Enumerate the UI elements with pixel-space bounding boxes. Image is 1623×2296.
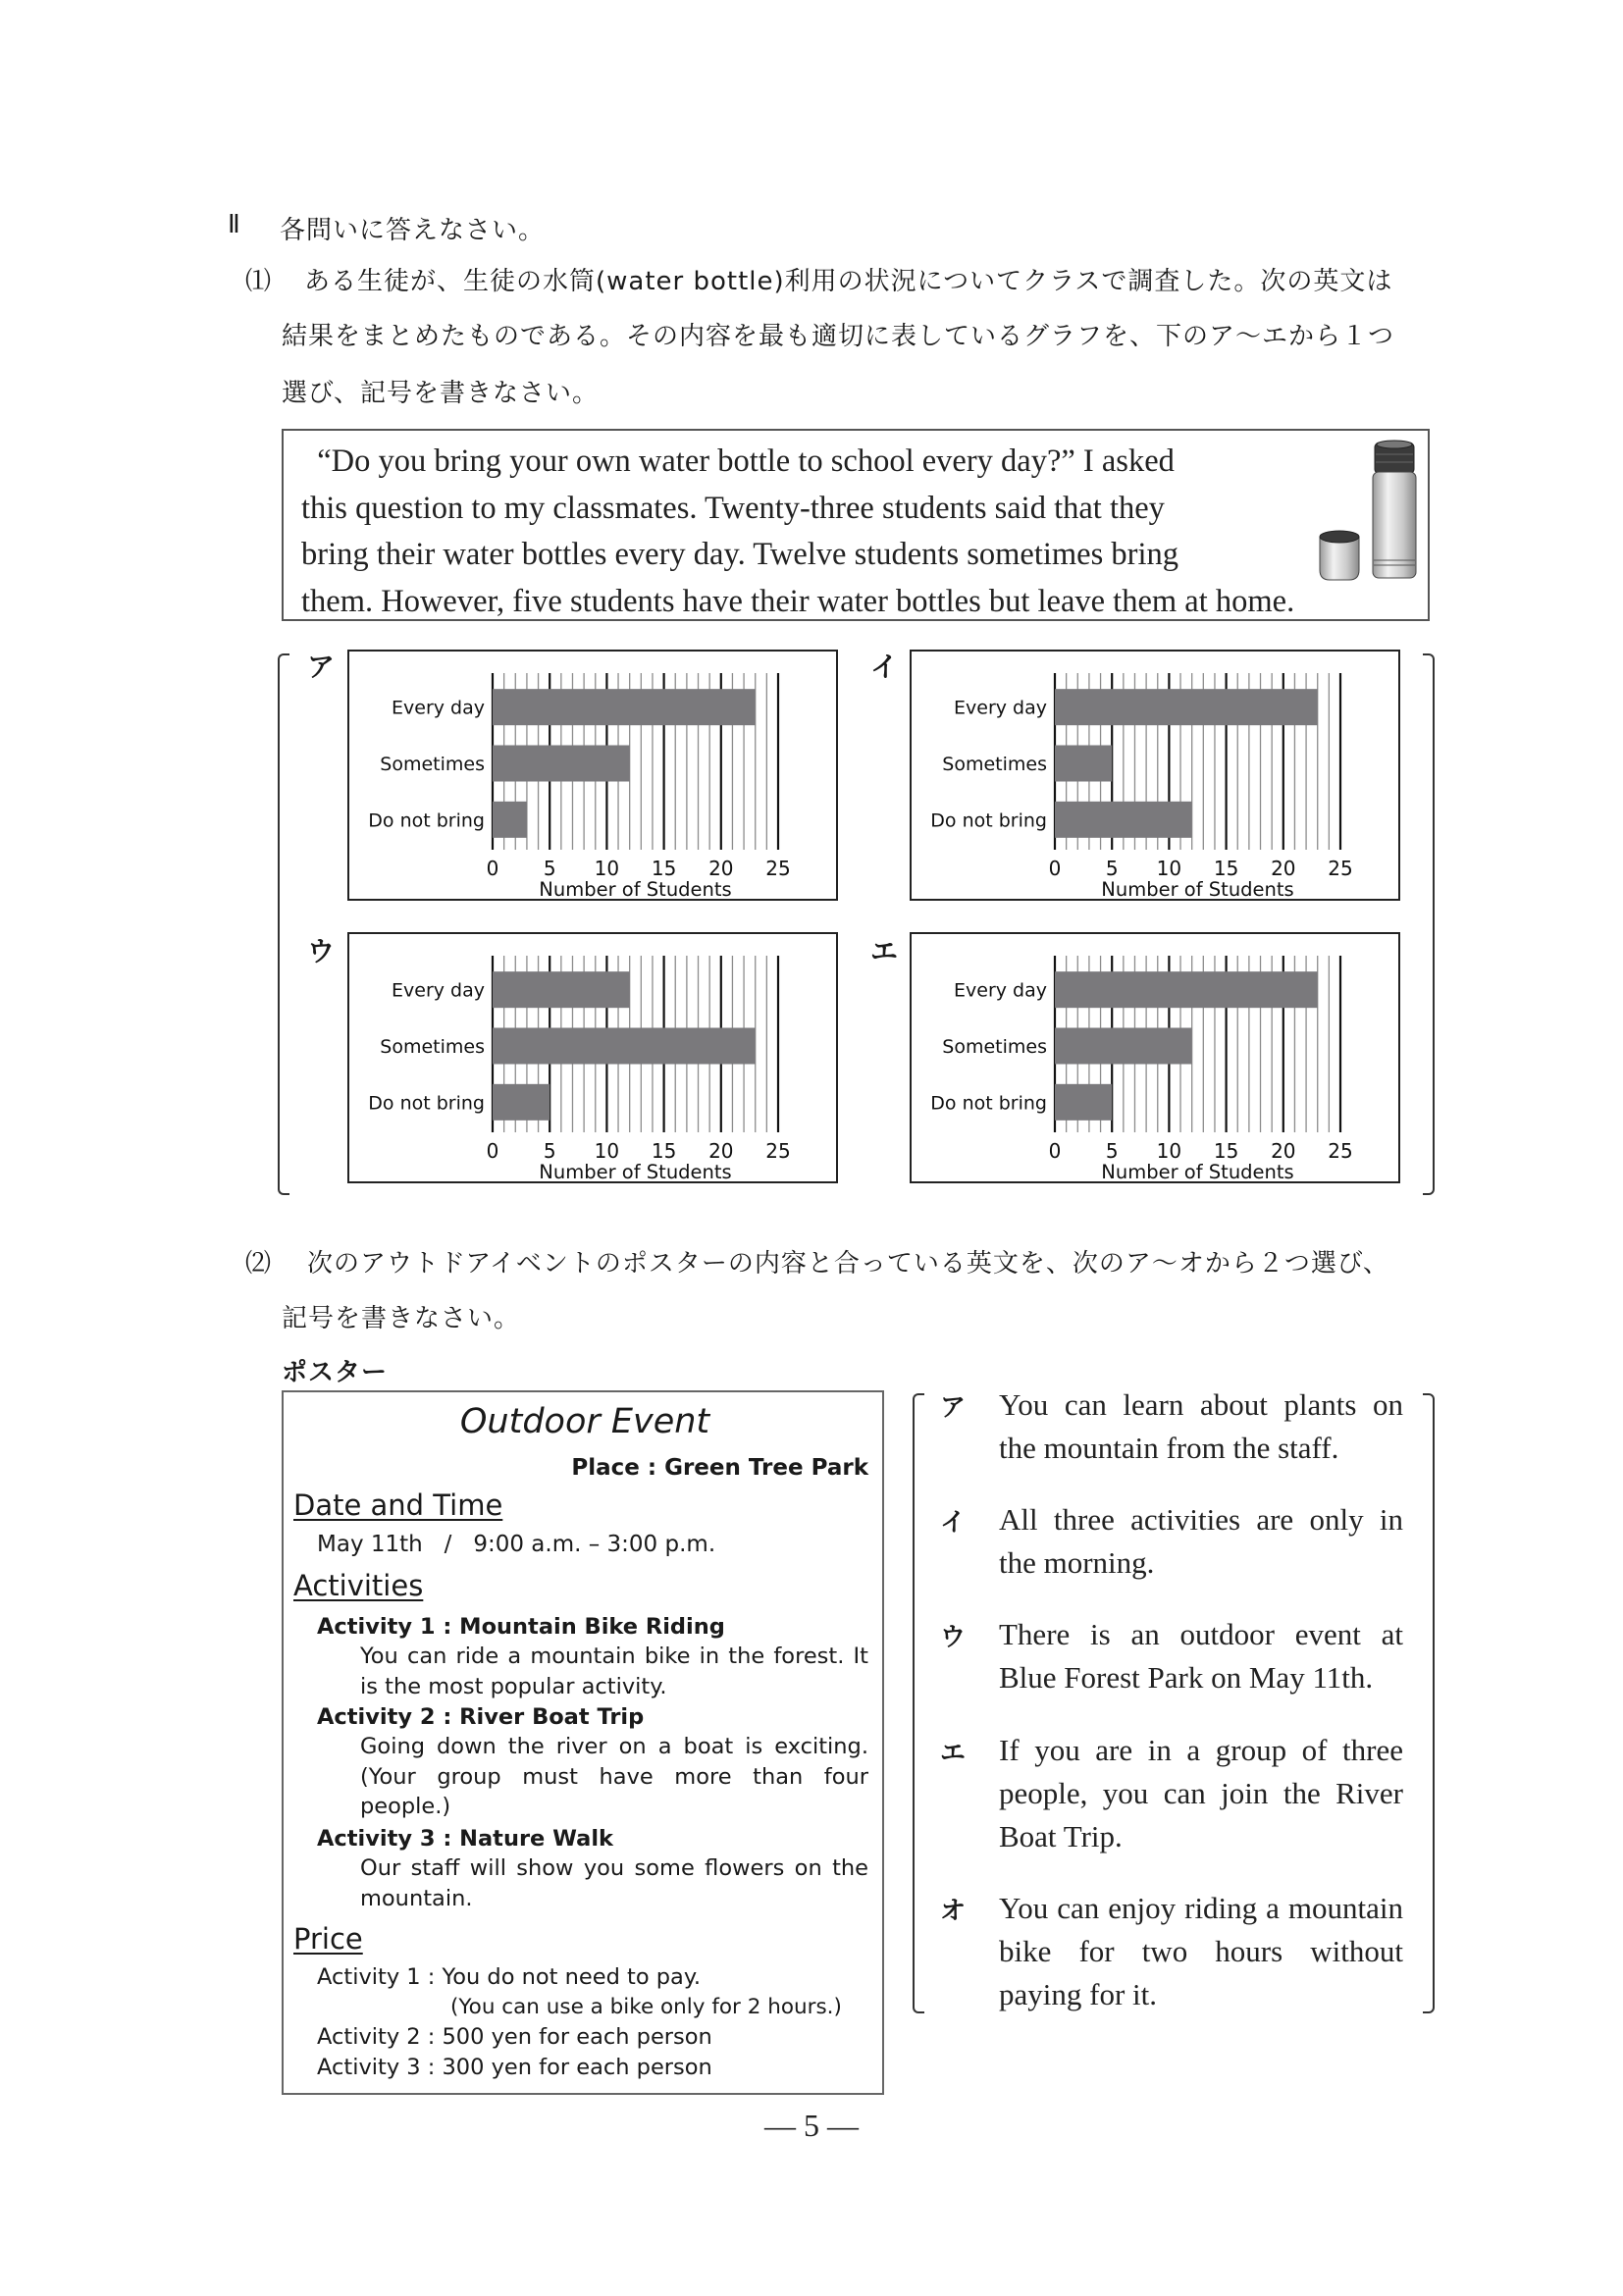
price-line: Activity 1 : You do not need to pay. — [317, 1964, 702, 1990]
passage-line: bring their water bottles every day. Twelve students sometimes bring — [301, 537, 1178, 572]
options-bracket-right — [1423, 1393, 1435, 2013]
price-line: (You can use a bike only for 2 hours.) — [450, 1995, 842, 2019]
option-text: There is an outdoor event at Blue Forest Park on May 11th. — [999, 1617, 1403, 1695]
bar-chart-plot — [912, 934, 1397, 1180]
bar-chart-u — [347, 932, 838, 1183]
bar — [1055, 1084, 1112, 1121]
option-mark: エ — [940, 1739, 967, 1768]
option-mark: ア — [940, 1393, 967, 1423]
options-bracket-left — [278, 653, 289, 1195]
poster-heading: ポスター — [282, 1358, 389, 1387]
bar — [493, 689, 756, 725]
x-axis-label: Number of Students — [539, 878, 732, 898]
chart-option-label: エ — [870, 935, 899, 967]
category-label: Sometimes — [942, 754, 1047, 775]
category-label: Sometimes — [380, 1036, 485, 1058]
x-tick-label: 0 — [486, 857, 499, 880]
x-tick-label: 15 — [651, 1139, 677, 1163]
x-tick-label: 10 — [594, 1139, 620, 1163]
category-label: Sometimes — [942, 1036, 1047, 1058]
option-text: If you are in a group of three people, you can join the River Boat Trip. — [999, 1733, 1403, 1853]
water-bottle-with-cup-icon — [1314, 437, 1422, 584]
question-1-prompt-line: 結果をまとめたものである。その内容を最も適切に表しているグラフを、下のア～エから１つ — [282, 322, 1395, 351]
x-tick-label: 10 — [594, 857, 620, 880]
x-tick-label: 15 — [1213, 857, 1239, 880]
x-tick-label: 5 — [543, 857, 556, 880]
question-1-prompt-line: ある生徒が、生徒の水筒(water bottle)利用の状況についてクラスで調査した。次の英文は — [304, 267, 1393, 296]
price-heading: Price — [293, 1922, 363, 1956]
x-tick-label: 10 — [1156, 857, 1182, 880]
x-tick-label: 5 — [1105, 1139, 1119, 1163]
activity-3-heading: Activity 3 : Nature Walk — [317, 1826, 614, 1852]
bar — [1055, 802, 1192, 838]
section-instruction: 各問いに答えなさい。 — [280, 216, 546, 245]
chart-option-label: イ — [870, 651, 899, 683]
question-1-prompt-line: 選び、記号を書きなさい。 — [282, 379, 599, 408]
category-label: Do not bring — [930, 809, 1047, 832]
category-label: Do not bring — [368, 809, 485, 832]
poster-title: Outdoor Event — [459, 1402, 710, 1441]
option-text: You can enjoy riding a mountain bike for two hours without paying for it. — [999, 1891, 1403, 2011]
x-tick-label: 5 — [543, 1139, 556, 1163]
activity-1-description: You can ride a mountain bike in the forest. It is the most popular activity. — [360, 1644, 868, 1699]
x-tick-label: 25 — [765, 1139, 791, 1163]
activities-heading: Activities — [293, 1569, 424, 1602]
x-tick-label: 25 — [765, 857, 791, 880]
x-tick-label: 15 — [651, 857, 677, 880]
activity-1-heading: Activity 1 : Mountain Bike Riding — [317, 1614, 725, 1640]
x-tick-label: 20 — [708, 1139, 734, 1163]
chart-option-label: ウ — [307, 935, 336, 967]
x-axis-label: Number of Students — [1101, 1161, 1294, 1180]
survey-passage-box — [282, 429, 1430, 621]
x-tick-label: 0 — [1048, 857, 1062, 880]
category-label: Every day — [954, 979, 1047, 1002]
bar — [493, 1084, 550, 1121]
date-time-heading: Date and Time — [293, 1488, 503, 1522]
question-2-prompt-line: 記号を書きなさい。 — [282, 1304, 521, 1333]
bar-chart-plot — [912, 652, 1397, 898]
question-2-number: ⑵ — [245, 1249, 273, 1278]
option-text: You can learn about plants on the mountain from the staff. — [999, 1387, 1403, 1465]
bar-chart-plot — [349, 934, 835, 1180]
option-mark: オ — [940, 1897, 967, 1926]
x-axis-label: Number of Students — [539, 1161, 732, 1180]
option-mark: イ — [940, 1508, 967, 1538]
bar-chart-i — [910, 650, 1400, 901]
activity-2-description: Going down the river on a boat is exciting. (Your group must have more than four people.) — [360, 1734, 868, 1819]
activity-2-heading: Activity 2 : River Boat Trip — [317, 1704, 645, 1730]
survey-passage-text — [301, 439, 1410, 625]
passage-line: them. However, five students have their water bottles but leave them at home. — [301, 583, 1295, 619]
date-time-text: May 11th / 9:00 a.m. – 3:00 p.m. — [317, 1532, 716, 1557]
passage-line: “Do you bring your own water bottle to school every day?” I asked — [301, 444, 1175, 479]
x-axis-label: Number of Students — [1101, 878, 1294, 898]
x-tick-label: 10 — [1156, 1139, 1182, 1163]
price-line: Activity 2 : 500 yen for each person — [317, 2024, 712, 2050]
x-tick-label: 15 — [1213, 1139, 1239, 1163]
category-label: Every day — [954, 697, 1047, 719]
x-tick-label: 25 — [1328, 857, 1353, 880]
x-tick-label: 20 — [1271, 857, 1296, 880]
x-tick-label: 5 — [1105, 857, 1119, 880]
x-tick-label: 0 — [486, 1139, 499, 1163]
bar — [1055, 746, 1112, 782]
category-label: Do not bring — [368, 1092, 485, 1115]
chart-option-label: ア — [307, 651, 336, 683]
poster-place: Place : Green Tree Park — [571, 1455, 868, 1481]
question-1-number: ⑴ — [245, 267, 273, 296]
event-poster — [282, 1390, 884, 2095]
passage-line: this question to my classmates. Twenty-three students said that they — [301, 490, 1165, 526]
bar-chart-plot — [349, 652, 835, 898]
option-mark: ウ — [940, 1623, 967, 1652]
option-text: All three activities are only in the morning. — [999, 1502, 1403, 1580]
category-label: Every day — [392, 697, 485, 719]
bar — [1055, 689, 1318, 725]
x-tick-label: 0 — [1048, 1139, 1062, 1163]
bar — [493, 802, 527, 838]
category-label: Every day — [392, 979, 485, 1002]
x-tick-label: 25 — [1328, 1139, 1353, 1163]
category-label: Sometimes — [380, 754, 485, 775]
x-tick-label: 20 — [1271, 1139, 1296, 1163]
section-number: Ⅱ — [228, 210, 241, 239]
price-line: Activity 3 : 300 yen for each person — [317, 2055, 712, 2080]
bar-chart-a — [347, 650, 838, 901]
question-2-prompt-line: 次のアウトドアイベントのポスターの内容と合っている英文を、次のア～オから２つ選び、 — [307, 1249, 1389, 1278]
options-bracket-left — [913, 1393, 924, 2013]
page-number: — 5 — — [764, 2108, 859, 2143]
category-label: Do not bring — [930, 1092, 1047, 1115]
bar — [493, 971, 630, 1008]
bar-chart-e — [910, 932, 1400, 1183]
bar — [1055, 971, 1318, 1008]
bar — [493, 746, 630, 782]
options-bracket-right — [1423, 653, 1435, 1195]
bar — [1055, 1028, 1192, 1065]
activity-3-description: Our staff will show you some flowers on the mountain. — [360, 1855, 868, 1911]
bar — [493, 1028, 756, 1065]
x-tick-label: 20 — [708, 857, 734, 880]
